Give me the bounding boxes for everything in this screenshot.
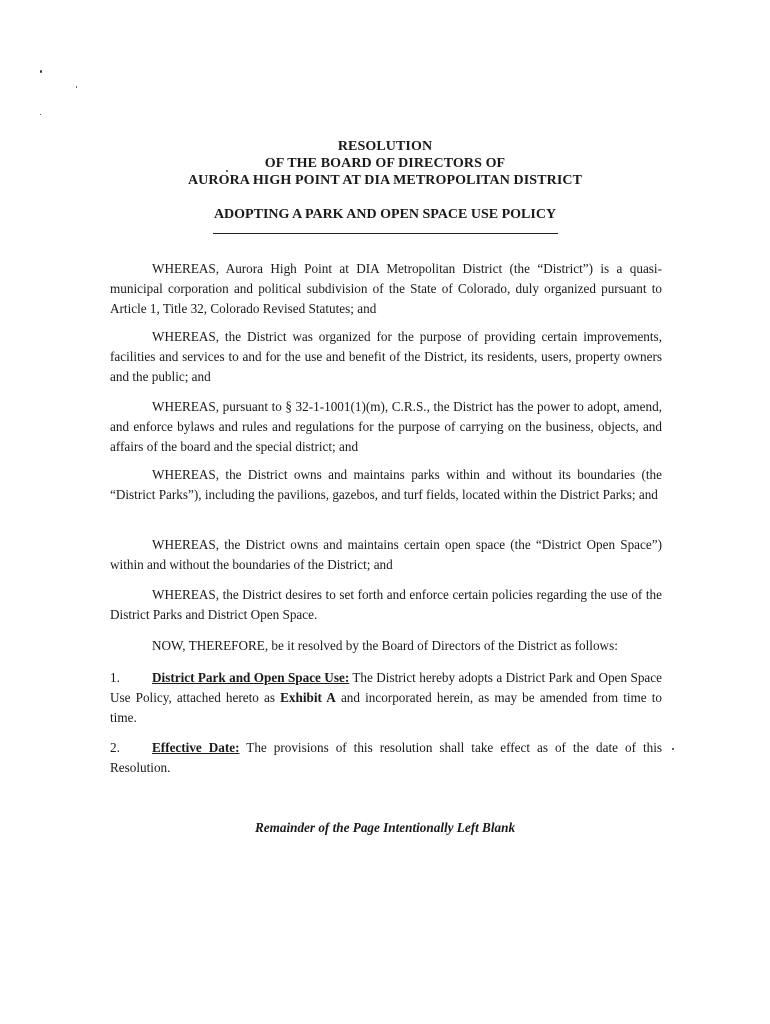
section-heading: Effective Date: (152, 740, 240, 755)
subtitle-rule (213, 233, 558, 234)
title-line-2: OF THE BOARD OF DIRECTORS OF (264, 156, 506, 171)
exhibit-reference: Exhibit A (280, 690, 336, 705)
section-text: The provisions of this resolution shall take effect as of the date of this Resolution. (110, 740, 662, 775)
recital-paragraph: WHEREAS, the District owns and maintains certain open space (the “District Open Space”) within and without the boundaries of the District; and (110, 537, 662, 572)
scan-speck (672, 748, 674, 750)
scan-speck (40, 114, 41, 115)
recital-paragraph: WHEREAS, the District owns and maintains parks within and without its boundaries (the “District Parks”), including the pavilions, gazebos, and turf fields, located within the District Parks; and (110, 467, 662, 502)
title-line-1: RESOLUTION (337, 139, 433, 154)
section-text-continued: and incorporated herein, as may be amended from time to time. (110, 690, 663, 725)
recital-paragraph: WHEREAS, pursuant to § 32-1-1001(1)(m), C.R.S., the District has the power to adopt, amend, and enforce bylaws and rules and regulations for the purpose of carrying on the business, objects, and affairs of the board and the special district; and (110, 399, 662, 454)
scan-speck (76, 86, 77, 88)
recital-paragraph: WHEREAS, the District was organized for the purpose of providing certain improvements, facilities and services to and for the use and benefit of the District, its residents, users, property owners and the public; and (110, 329, 662, 384)
remainder-note: Remainder of the Page Intentionally Left Blank (254, 820, 516, 835)
resolution-title (0, 138, 770, 189)
section-heading: District Park and Open Space Use: (152, 670, 350, 685)
section-1 (110, 668, 662, 728)
recital-paragraph: WHEREAS, the District desires to set forth and enforce certain policies regarding the use of the District Parks and District Open Space. (110, 587, 662, 622)
section-text: The District hereby adopts a District Park and Open Space Use Policy, attached hereto as (110, 670, 662, 705)
section-number: 1. (110, 670, 120, 685)
scan-speck (40, 70, 42, 73)
resolution-subtitle: ADOPTING A PARK AND OPEN SPACE USE POLICY (213, 207, 557, 222)
section-number: 2. (110, 740, 120, 755)
resolved-clause: NOW, THEREFORE, be it resolved by the Board of Directors of the District as follows: (152, 638, 618, 653)
title-line-3: AURORA HIGH POINT AT DIA METROPOLITAN DISTRICT (187, 173, 583, 188)
recital-paragraph: WHEREAS, Aurora High Point at DIA Metropolitan District (the “District”) is a quasi-municipal corporation and political subdivision of the State of Colorado, duly organized pursuant to Article 1, Title 32, Colorado Revised Statutes; and (110, 261, 662, 316)
section-2 (110, 738, 662, 778)
